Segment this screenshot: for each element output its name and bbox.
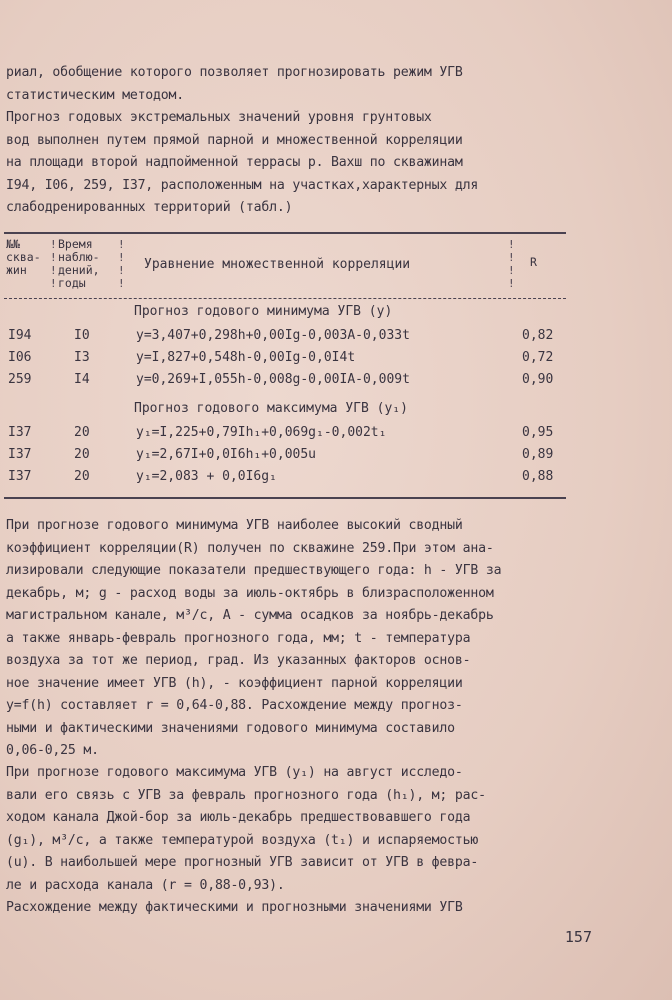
text-line: риал, обобщение которого позволяет прогнозировать режим УГВ bbox=[6, 65, 463, 80]
text-line: I94, I06, 259, I37, расположенным на участках,характерных для bbox=[6, 177, 479, 193]
text-line: слабодренированных территорий (табл.) bbox=[6, 200, 293, 215]
equation-cell: y₁=2,67I+0,0I6h₁+0,005u bbox=[136, 447, 317, 462]
text-line: коэффициент корреляции(R) получен по скважине 259.При этом ана- bbox=[6, 540, 494, 556]
years-cell: I0 bbox=[74, 328, 90, 343]
well-cell: I94 bbox=[8, 328, 32, 343]
equation-cell: y=0,269+I,055h-0,008g-0,00IA-0,009t bbox=[136, 372, 410, 387]
equation-cell: y₁=I,225+0,79Ih₁+0,069g₁-0,002t₁ bbox=[136, 425, 387, 440]
well-cell: I37 bbox=[8, 425, 32, 440]
text-line: (u). В наибольшей мере прогнозный УГВ зависит от УГВ в февра- bbox=[6, 855, 479, 870]
header-years-line: Время bbox=[58, 237, 93, 251]
body-paragraph-1 bbox=[6, 515, 586, 763]
text-line: ходом канала Джой-бор за июль-декабрь предшествовавшего года bbox=[6, 810, 471, 825]
text-line: магистральном канале, м³/с, A - сумма осадков за ноябрь-декабрь bbox=[6, 608, 494, 623]
text-line: Расхождение между фактическими и прогнозными значениями УГВ bbox=[6, 900, 463, 915]
header-equation: Уравнение множественной корреляции bbox=[144, 257, 411, 272]
text-line: y=f(h) составляет r = 0,64-0,88. Расхождение между прогноз- bbox=[6, 698, 463, 713]
text-line: лизировали следующие показатели предшествующего года: h - УГВ за bbox=[6, 563, 502, 578]
r-cell: 0,88 bbox=[522, 469, 554, 484]
header-separator: ! ! ! ! bbox=[50, 238, 57, 290]
table-bottom-rule bbox=[4, 497, 566, 499]
table-header-rule bbox=[4, 298, 566, 299]
years-cell: I3 bbox=[74, 350, 90, 365]
header-years-line: годы bbox=[58, 276, 86, 290]
years-cell: 20 bbox=[74, 447, 90, 462]
equation-cell: y=3,407+0,298h+0,00Ig-0,003A-0,033t bbox=[136, 328, 410, 343]
r-cell: 0,89 bbox=[522, 447, 554, 462]
r-cell: 0,90 bbox=[522, 372, 554, 387]
text-line: Прогноз годовых экстремальных значений уровня грунтовых bbox=[6, 110, 432, 125]
equation-cell: y=I,827+0,548h-0,00Ig-0,0I4t bbox=[136, 350, 356, 365]
page-number: 157 bbox=[564, 928, 592, 946]
intro-paragraph bbox=[6, 62, 586, 220]
header-separator: ! ! ! ! bbox=[508, 238, 515, 290]
text-line: 0,06-0,25 м. bbox=[6, 743, 99, 758]
text-line: декабрь, м; g - расход воды за июль-октябрь в близрасположенном bbox=[6, 585, 494, 601]
years-cell: 20 bbox=[74, 425, 90, 440]
text-line: воздуха за тот же период, град. Из указанных факторов основ- bbox=[6, 653, 471, 668]
well-cell: I37 bbox=[8, 469, 32, 484]
header-years-line: наблю- bbox=[58, 250, 100, 264]
text-line: на площади второй надпойменной террасы р. Вахш по скважинам bbox=[6, 155, 463, 170]
text-line: статистическим методом. bbox=[6, 87, 185, 103]
r-cell: 0,82 bbox=[522, 328, 554, 343]
text-line: При прогнозе годового минимума УГВ наиболее высокий сводный bbox=[6, 518, 463, 533]
equation-cell: y₁=2,083 + 0,0I6g₁ bbox=[136, 469, 277, 484]
section-title-maximum: Прогноз годового максимума УГВ (y₁) bbox=[134, 401, 408, 416]
header-well-line: сква- bbox=[6, 250, 41, 264]
body-paragraph-2 bbox=[6, 762, 586, 920]
text-line: ле и расхода канала (r = 0,88-0,93). bbox=[6, 877, 285, 893]
text-line: (g₁), м³/с, а также температурой воздуха (t₁) и испаряемостью bbox=[6, 832, 479, 848]
section-title-minimum: Прогноз годового минимума УГВ (y) bbox=[134, 304, 393, 319]
years-cell: 20 bbox=[74, 469, 90, 484]
r-cell: 0,95 bbox=[522, 425, 554, 440]
well-cell: I06 bbox=[8, 350, 32, 365]
well-cell: 259 bbox=[8, 372, 32, 387]
text-line: вали его связь с УГВ за февраль прогнозного года (h₁), м; рас- bbox=[6, 787, 486, 803]
table-top-rule bbox=[4, 232, 566, 234]
header-years-line: дений, bbox=[58, 263, 100, 277]
header-well bbox=[6, 238, 41, 277]
text-line: ными и фактическими значениями годового минимума составило bbox=[6, 720, 455, 736]
years-cell: I4 bbox=[74, 372, 90, 387]
header-years bbox=[58, 238, 100, 290]
header-well-line: №№ bbox=[6, 237, 20, 251]
header-well-line: жин bbox=[6, 263, 27, 277]
text-line: вод выполнен путем прямой парной и множественной корреляции bbox=[6, 132, 463, 148]
well-cell: I37 bbox=[8, 447, 32, 462]
header-r: R bbox=[530, 255, 537, 269]
text-line: При прогнозе годового максимума УГВ (y₁) на август исследо- bbox=[6, 765, 463, 780]
header-separator: ! ! ! ! bbox=[118, 238, 125, 290]
r-cell: 0,72 bbox=[522, 350, 554, 365]
text-line: ное значение имеет УГВ (h), - коэффициент парной корреляции bbox=[6, 675, 463, 691]
text-line: а также январь-февраль прогнозного года, мм; t - температура bbox=[6, 630, 471, 646]
